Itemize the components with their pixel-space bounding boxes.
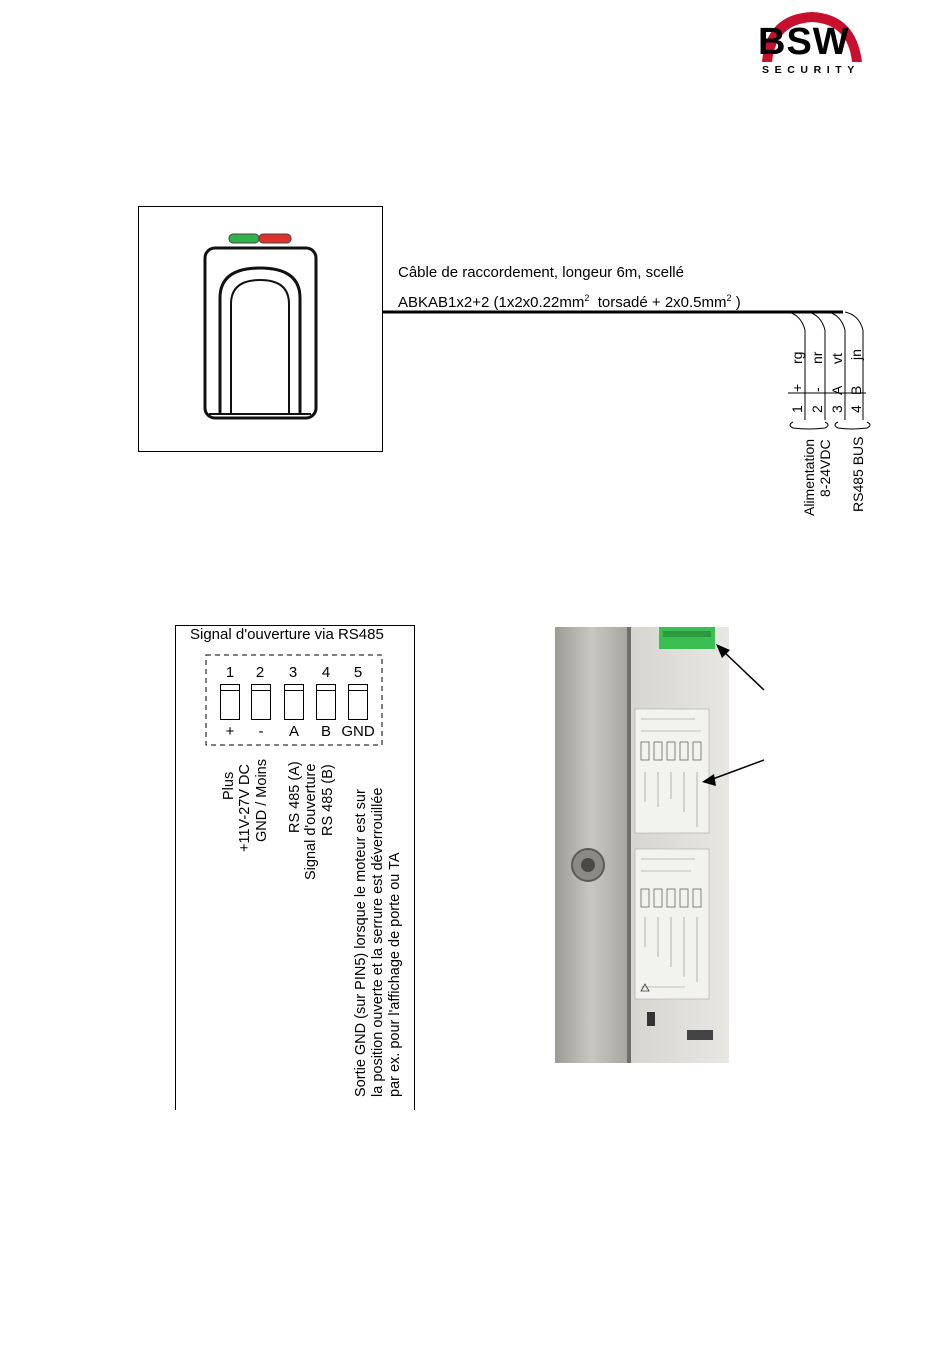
superscript-1: 2	[584, 293, 590, 303]
wire-1-color: rg	[789, 351, 805, 364]
wire-4-color: jn	[848, 349, 864, 360]
pin-5-num: 5	[353, 664, 363, 681]
reader-device-drawing	[195, 228, 325, 424]
logo-brand: BSW	[758, 21, 850, 63]
pin-2-num: 2	[255, 664, 265, 681]
wire-3-color: vt	[829, 353, 845, 364]
pin-2-terminal	[251, 684, 271, 720]
wire-2-sym: -	[809, 387, 825, 392]
cable-type-part-1: ABKAB1x2+2 (1x2x0.22mm	[398, 294, 585, 311]
pin-5-sym: GND	[341, 723, 375, 740]
desc-signal: Signal d'ouverture	[303, 763, 319, 880]
wire-1-sym: +	[789, 383, 805, 392]
pin-3-terminal	[284, 684, 304, 720]
desc-output-2: la position ouverte et la serrure est déverrouillée	[370, 787, 386, 1097]
desc-output-1: Sortie GND (sur PIN5) lorsque le moteur est sur	[353, 789, 369, 1097]
logo-subtitle: SECURITY	[762, 64, 860, 76]
desc-voltage: +11V-27V DC	[237, 764, 253, 852]
pin-1-num: 1	[225, 664, 235, 681]
wire-4-sym: B	[848, 385, 864, 395]
callout-arrows	[700, 630, 800, 790]
pin-3-sym: A	[288, 723, 299, 740]
cable-type-part-2: torsadé + 2x0.5mm	[597, 294, 727, 311]
desc-rs485-b: RS 485 (B)	[320, 764, 336, 836]
pin-4-terminal	[316, 684, 336, 720]
pin-3-num: 3	[288, 664, 298, 681]
superscript-2: 2	[726, 293, 732, 303]
pin-4-sym: B	[320, 723, 331, 740]
wire-3-sym: A	[829, 385, 845, 395]
cable-type-part-3: )	[731, 294, 741, 311]
wire-2-color: nr	[809, 351, 825, 364]
desc-plus: Plus	[221, 771, 237, 800]
bus-group-label: RS485 BUS	[850, 436, 866, 512]
wire-4-num: 4	[848, 405, 864, 413]
wire-1-num: 1	[789, 405, 805, 413]
pin-1-sym: +	[225, 723, 235, 740]
pin-2-sym: -	[258, 723, 264, 740]
pin-5-terminal	[348, 684, 368, 720]
wire-3-num: 3	[829, 405, 845, 413]
desc-rs485-a: RS 485 (A)	[287, 761, 303, 833]
desc-gnd: GND / Moins	[254, 759, 270, 842]
pin-4-num: 4	[321, 664, 331, 681]
pin-1-terminal	[220, 684, 240, 720]
power-voltage-label: 8-24VDC	[817, 439, 833, 497]
desc-output-3: par ex. pour l'affichage de porte ou TA	[387, 852, 403, 1097]
cable-description: Câble de raccordement, longeur 6m, scellé	[398, 264, 684, 281]
power-group-label: Alimentation	[801, 438, 817, 516]
wire-2-num: 2	[809, 405, 825, 413]
signal-title: Signal d'ouverture via RS485	[190, 626, 384, 643]
